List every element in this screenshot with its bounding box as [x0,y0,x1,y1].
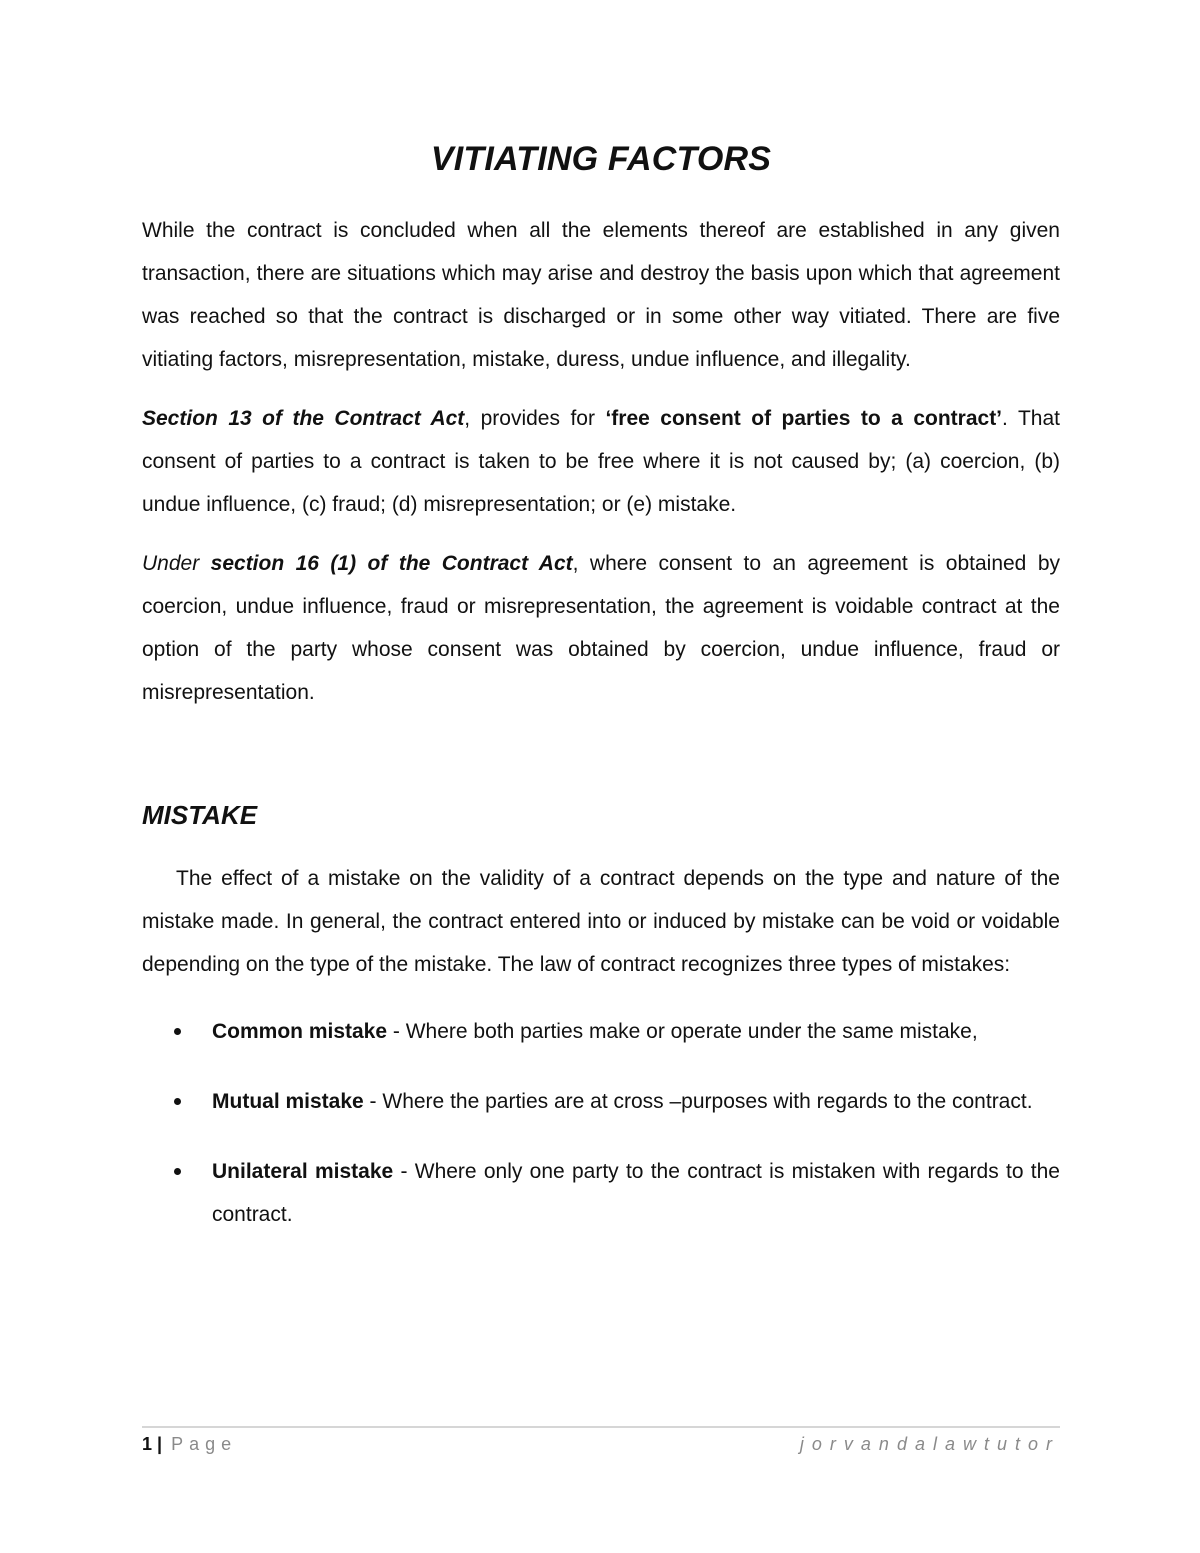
intro-paragraph: While the contract is concluded when all the elements thereof are established in any given transaction, there are situations which may arise and destroy the basis upon which that agreement was reached so that the contract is discharged or in some other way vitiated. There are five vitiating factors, misrepresentation, mistake, duress, undue influence, and illegality. [142,219,1060,371]
mistake-intro-paragraph: The effect of a mistake on the validity of a contract depends on the type and nature of the mistake made. In general, the contract entered into or induced by mistake can be void or voidable depending on the type of the mistake. The law of contract recognizes three types of mistakes: [142,867,1060,976]
footer-watermark: jorvandalawtutor [799,1434,1060,1454]
mistake-type-desc: - Where only one party to the contract is mistaken with regards to the contract. [212,1160,1060,1226]
page-number-label [142,1434,237,1455]
document-title: VITIATING FACTORS [430,140,772,178]
mistake-type-term: Common mistake [212,1020,388,1043]
section-16-text: , where consent to an agreement is obtained by coercion, undue influence, fraud or misrepresentation, the agreement is voidable contract at the option of the party whose consent was obtained by coercion, undue influence, fraud or misrepresentation. [142,552,1060,704]
section-16-paragraph [142,542,1060,714]
mistake-type-term: Unilateral mistake [212,1160,394,1183]
list-item [142,1150,1060,1236]
mistake-type-desc: - Where both parties make or operate under the same mistake, [387,1020,978,1043]
section-13-reference: Section 13 of the Contract Act [142,407,465,430]
section-16-reference: section 16 (1) of the Contract Act [210,552,573,575]
section-16-lead: Under [142,552,211,575]
document-page [142,140,1060,1263]
free-consent-quote: ‘free consent of parties to a contract’ [605,407,1003,430]
section-13-text-a: , provides for [464,407,606,430]
mistake-type-desc: - Where the parties are at cross –purposes with regards to the contract. [363,1090,1033,1113]
page-word: Page [171,1434,238,1454]
bullet-icon [174,1028,181,1035]
bullet-icon [174,1168,181,1175]
list-item [142,1010,1060,1053]
mistake-heading: MISTAKE [142,800,258,830]
section-13-paragraph [142,397,1060,526]
section-13-text-b: . That consent of parties to a contract is taken to be free where it is not caused by; (a) coercion, (b) undue influence, (c) fraud; (d) misrepresentation; or (e) mistake. [142,407,1060,516]
bullet-icon [174,1098,181,1105]
page-footer [142,1426,1060,1455]
page-number: 1 [142,1434,153,1454]
page-separator: | [152,1434,168,1454]
mistake-type-term: Mutual mistake [212,1090,364,1113]
mistake-types-list [142,1010,1060,1236]
list-item [142,1080,1060,1123]
